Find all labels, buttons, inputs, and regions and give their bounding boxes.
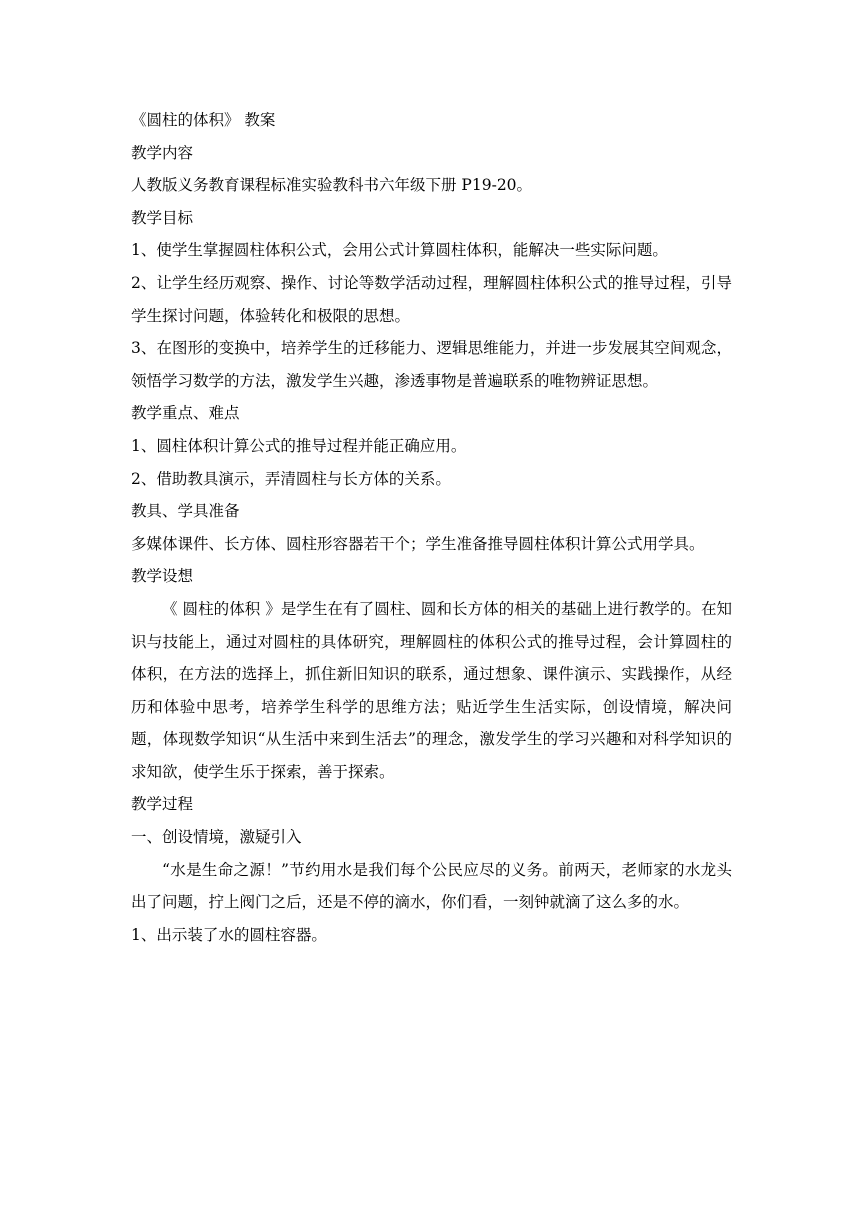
document-page <box>131 104 732 951</box>
section-heading-design-idea: 教学设想 <box>131 567 194 586</box>
process-step-text-1: “水是生命之源！”节约用水是我们每个公民应尽的义务。前两天，老师家的水龙头出了问题，拧上阀门之后，还是不停的滴水，你们看，一刻钟就滴了这么多的水。 <box>131 860 732 912</box>
design-idea-text: 《 圆柱的体积 》是学生在有了圆柱、圆和长方体的相关的基础上进行教学的。在知识与技能上，通过对圆柱的具体研究，理解圆柱的体积公式的推导过程，会计算圆柱的体积，在方法的选择上，抓住新旧知识的联系，通过想象、课件演示、实践操作，从经历和体验中思考，培养学生科学的思维方法；贴近学生生活实际，创设情境，解决问题，体现数学知识“从生活中来到生活去”的理念，激发学生的学习兴趣和对科学知识的求知欲，使学生乐于探索，善于探索。 <box>131 599 732 781</box>
goal-item-3: 3、在图形的变换中，培养学生的迁移能力、逻辑思维能力，并进一步发展其空间观念，领悟学习数学的方法，激发学生兴趣，渗透事物是普遍联系的唯物辨证思想。 <box>131 339 732 390</box>
key-point-2: 2、借助教具演示，弄清圆柱与长方体的关系。 <box>131 469 451 488</box>
section-heading-key-points: 教学重点、难点 <box>131 404 240 423</box>
document-title: 《圆柱的体积》 教案 <box>131 111 276 129</box>
section-heading-goals: 教学目标 <box>131 208 194 227</box>
process-step-heading-1: 一、创设情境，激疑引入 <box>131 828 302 847</box>
content-text: 人教版义务教育课程标准实验教科书六年级下册 P19-20。 <box>131 176 533 195</box>
section-heading-tools: 教具、学具准备 <box>131 502 240 521</box>
goal-item-2: 2、让学生经历观察、操作、讨论等数学活动过程，理解圆柱体积公式的推导过程，引导学生探讨问题，体验转化和极限的思想。 <box>131 273 732 325</box>
goal-item-1: 1、使学生掌握圆柱体积公式，会用公式计算圆柱体积，能解决一些实际问题。 <box>131 241 668 260</box>
process-step-item-1: 1、出示装了水的圆柱容器。 <box>131 925 327 944</box>
section-heading-process: 教学过程 <box>131 795 194 814</box>
tools-text: 多媒体课件、长方体、圆柱形容器若干个；学生准备推导圆柱体积计算公式用学具。 <box>131 534 705 553</box>
section-heading-content: 教学内容 <box>131 143 194 162</box>
key-point-1: 1、圆柱体积计算公式的推导过程并能正确应用。 <box>131 436 467 455</box>
